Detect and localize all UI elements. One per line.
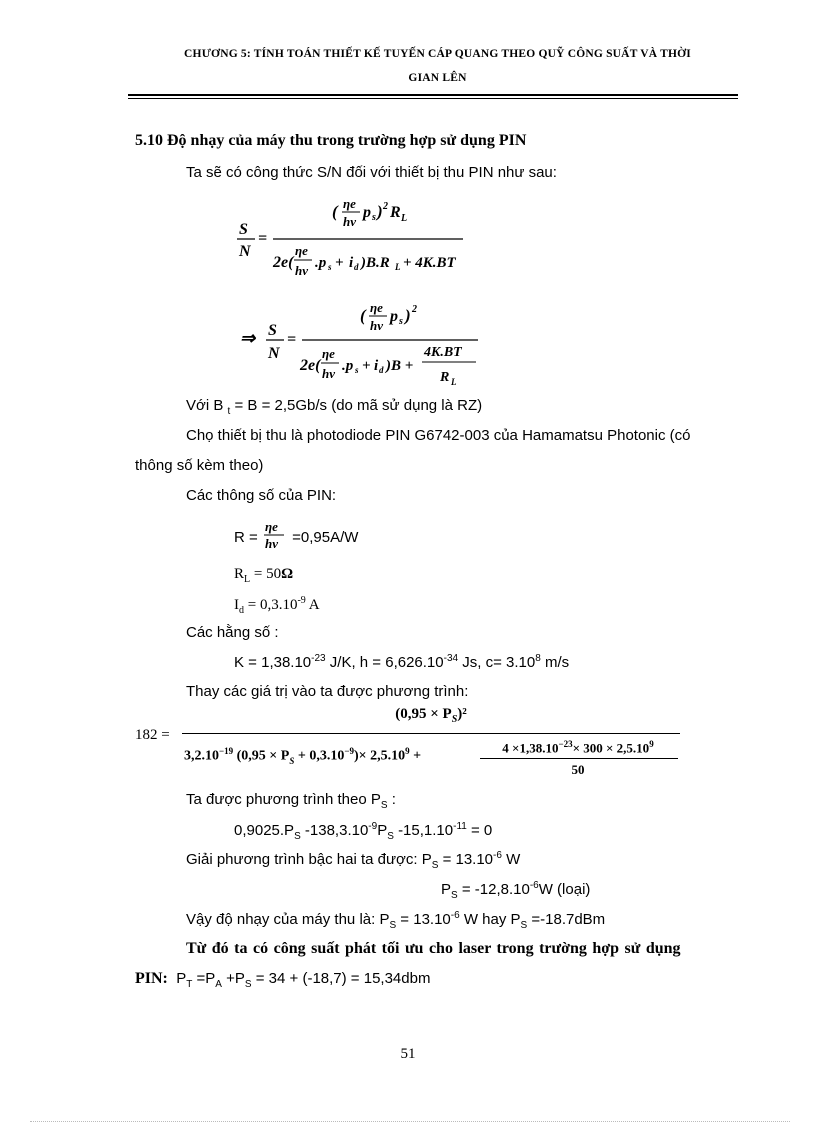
pin-params-heading: Các thông số của PIN: <box>186 487 337 504</box>
svg-text:2e(: 2e( <box>300 357 321 374</box>
substitute-text: Thay các giá trị vào ta được phương trình: <box>186 683 469 700</box>
svg-text:S: S <box>268 322 277 339</box>
svg-text:ηe: ηe <box>370 300 383 315</box>
svg-text:2e(: 2e( <box>273 254 294 271</box>
eq182-lhs: 182 = <box>135 727 170 743</box>
conclusion-line2: PIN: $P_T =P_A +P_S = 34 + (-18,7) = 15,34dbm$ <box>135 970 431 990</box>
sn-equation-1 <box>225 195 485 285</box>
eq1-hv: hν <box>343 214 356 229</box>
svg-text:R: R <box>440 370 450 385</box>
svg-text:+: + <box>335 255 344 271</box>
responsivity-line: R = ηe hν =0,95A/W <box>234 519 359 551</box>
svg-text:p: p <box>390 308 398 325</box>
intro-text: Ta sẽ có công thức S/N đối với thiết bị thu PIN như sau: <box>186 164 557 181</box>
conclusion-line1: Từ đó ta có công suất phát tối ưu cho laser trong trường hợp sử dụng <box>186 940 681 957</box>
svg-text:ηe: ηe <box>264 519 278 534</box>
eq182-denominator: $3,2.10^{-19}$ $(0,95 \times P_S + 0,3.10^{-9})\times 2,5.10^9$ + <box>184 746 422 766</box>
svg-text:d: d <box>379 365 384 375</box>
constants-line: $K = 1,38.10^{-23}$ J/K, $h = 6,626.10^{-34}$ Js, $c= 3.10^8$ m/s <box>234 653 570 671</box>
svg-text:): ) <box>405 306 411 325</box>
page-number: 51 <box>400 1046 416 1062</box>
load-resistance-line: $R_L = 50\Omega$ <box>234 566 294 585</box>
solve-line: Giải phương trình bậc hai ta được: $P_S = 13.10^{-6}$ W <box>186 850 521 871</box>
svg-text:ηe: ηe <box>322 346 335 361</box>
chapter-header-line2: GIAN LÊN <box>408 72 467 84</box>
header-rule-thin <box>128 98 738 99</box>
svg-text:+: + <box>362 358 371 374</box>
sn-equation-2 <box>240 298 500 390</box>
svg-text:.p: .p <box>342 358 354 374</box>
svg-text:L: L <box>395 262 401 272</box>
sensitivity-line: Vậy độ nhạy của máy thu là: $P_S = 13.10^{-6}$ W hay $P_S =-18.7dBm$ <box>186 910 606 931</box>
device-line2: thông số kèm theo) <box>135 457 264 474</box>
eq182-fraction <box>182 706 680 782</box>
sn-n: N <box>239 243 251 260</box>
svg-text:p: p <box>363 204 371 221</box>
svg-text:ηe: ηe <box>295 243 308 258</box>
eq182-inner-numerator: $4 \times 1,38.10^{-23}\times 300 \times 2,5.10^9$ <box>502 739 654 756</box>
svg-text:)B.R: )B.R <box>361 255 390 271</box>
svg-text:s: s <box>328 262 332 272</box>
svg-text:=: = <box>287 331 297 348</box>
svg-text:hν: hν <box>264 536 278 551</box>
svg-text:): ) <box>377 202 383 221</box>
root2-line: $P_S = -12,8.10^{-6}W$ (loại) <box>441 880 591 901</box>
eq182-inner-bar <box>480 758 678 759</box>
svg-text:2: 2 <box>383 201 388 212</box>
eq-ps-intro: Ta được phương trình theo $P_S$ : <box>186 791 396 811</box>
svg-text:hν: hν <box>370 318 383 333</box>
svg-text:4K.BT: 4K.BT <box>424 345 462 360</box>
implies-arrow: ⇒ <box>240 328 256 348</box>
eq182-fraction-bar <box>182 733 680 734</box>
svg-text:2: 2 <box>412 304 417 315</box>
svg-text:L: L <box>451 377 457 387</box>
svg-text:d: d <box>354 262 359 272</box>
chapter-header-line1: CHƯƠNG 5: TÍNH TOÁN THIẾT KẾ TUYẾN CÁP QUANG THEO QUỸ CÔNG SUẤT VÀ THỜI <box>184 48 691 60</box>
svg-text:hν: hν <box>295 263 308 278</box>
svg-text:L: L <box>401 213 408 224</box>
page-bottom-dotted-border <box>30 1121 790 1122</box>
eta-e-over-hv-fraction <box>262 518 288 552</box>
svg-text:)B +: )B + <box>386 358 414 374</box>
header-rule-thick <box>128 94 738 96</box>
sn-s: S <box>239 221 248 238</box>
eq182-inner-denominator: 50 <box>571 762 585 777</box>
eq1-eta-e: ηe <box>343 196 356 211</box>
dark-current-line: $I_d = 0,3.10^{-9}$ A <box>234 595 320 616</box>
svg-text:(: ( <box>332 202 338 221</box>
eq182-numerator: $(0,95 \times P_S)^2$ <box>395 706 467 725</box>
svg-text:.p: .p <box>315 255 327 271</box>
svg-text:+ 4K.BT: + 4K.BT <box>403 255 456 271</box>
svg-text:s: s <box>399 316 403 327</box>
svg-text:s: s <box>372 212 376 223</box>
bitrate-line: Với B $_t$ = B = 2,5Gb/s (do mã sử dụng là RZ) <box>186 397 483 417</box>
section-title: 5.10 Độ nhạy của máy thu trong trường hợp sử dụng PIN <box>135 132 527 149</box>
quadratic-equation: $0,9025.P_S$ $-138,3.10^{-9}P_S$ $-15,1.10^{-11} = 0$ <box>234 821 493 842</box>
svg-text:i: i <box>349 255 354 271</box>
eq1-equals: = <box>258 230 268 247</box>
constants-heading: Các hằng số : <box>186 624 279 641</box>
svg-text:N: N <box>268 345 280 362</box>
svg-text:hν: hν <box>322 366 335 381</box>
svg-text:i: i <box>374 358 379 374</box>
svg-text:s: s <box>355 365 359 375</box>
device-line1: Chọ thiết bị thu là photodiode PIN G6742-003 của Hamamatsu Photonic (có <box>186 427 691 444</box>
svg-text:(: ( <box>360 306 366 325</box>
svg-text:R: R <box>390 204 401 221</box>
